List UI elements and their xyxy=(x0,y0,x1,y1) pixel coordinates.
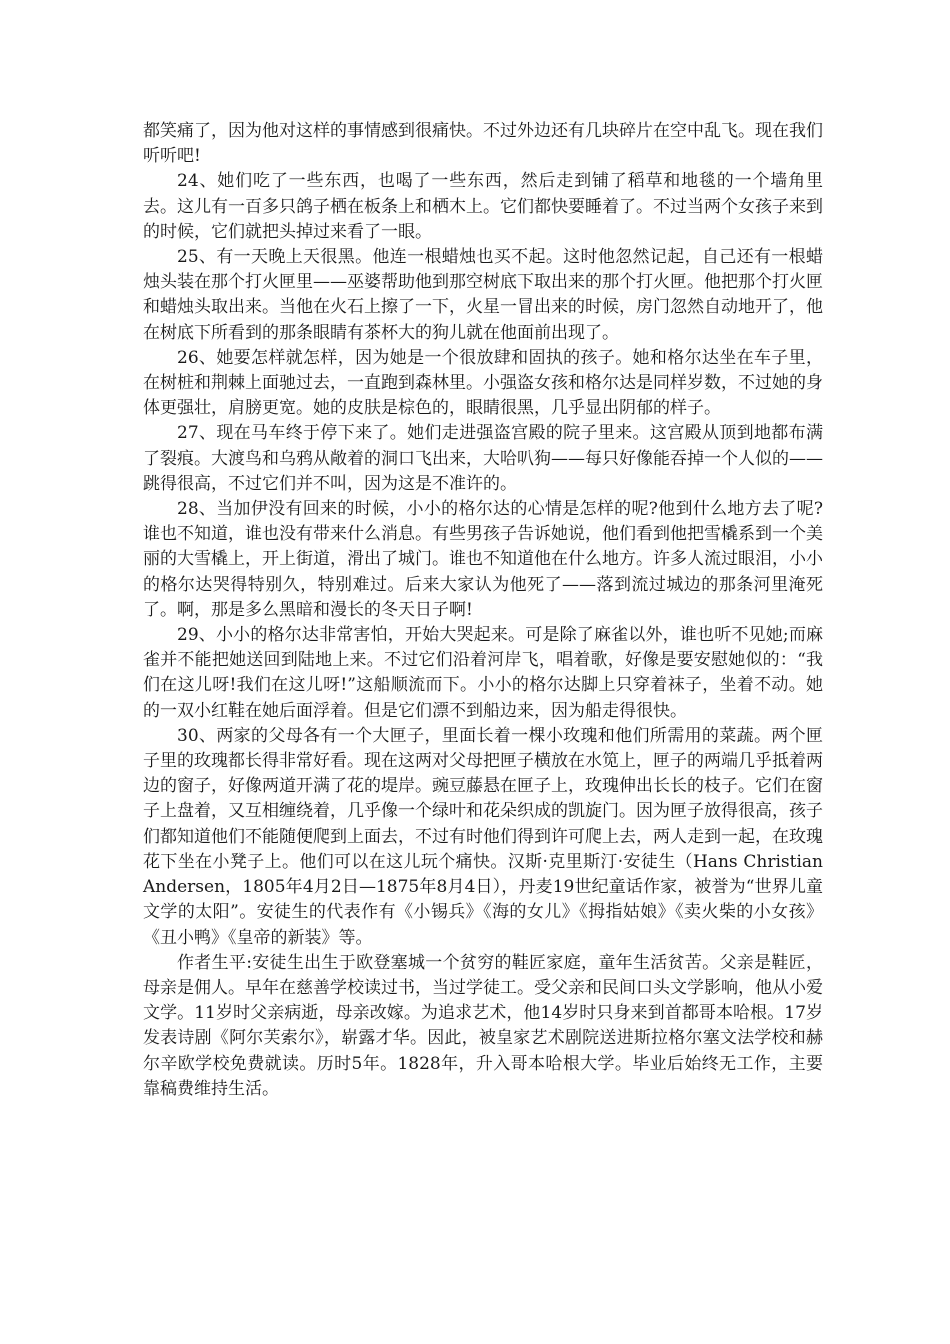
paragraph-28: 28、当加伊没有回来的时候，小小的格尔达的心情是怎样的呢?他到什么地方去了呢?谁也不知道，谁也没有带来什么消息。有些男孩子告诉她说，他们看到他把雪橇系到一个美丽的大雪橇上，开上街道，滑出了城门。谁也不知道他在什么地方。许多人流过眼泪，小小的格尔达哭得特别久，特别难过。后来大家认为他死了——落到流过城边的那条河里淹死了。啊，那是多么黑暗和漫长的冬天日子啊! xyxy=(143,499,823,620)
paragraph-continuation: 都笑痛了，因为他对这样的事情感到很痛快。不过外边还有几块碎片在空中乱飞。现在我们听听吧! xyxy=(143,121,823,167)
paragraph-27: 27、现在马车终于停下来了。她们走进强盗宫殿的院子里来。这宫殿从顶到地都布满了裂痕。大渡鸟和乌鸦从敞着的洞口飞出来，大哈叭狗——每只好像能吞掉一个人似的——跳得很高，不过它们并不叫，因为这是不准许的。 xyxy=(143,423,823,494)
paragraph-29: 29、小小的格尔达非常害怕，开始大哭起来。可是除了麻雀以外，谁也听不见她;而麻雀并不能把她送回到陆地上来。不过它们沿着河岸飞，唱着歌，好像是要安慰她似的：“我们在这儿呀!我们在这儿呀!”这船顺流而下。小小的格尔达脚上只穿着袜子，坐着不动。她的一双小红鞋在她后面浮着。但是它们漂不到船边来，因为船走得很快。 xyxy=(143,625,823,721)
paragraph-author-biography: 作者生平:安徒生出生于欧登塞城一个贫穷的鞋匠家庭，童年生活贫苦。父亲是鞋匠，母亲是佣人。早年在慈善学校读过书，当过学徒工。受父亲和民间口头文学影响，他从小爱文学。11岁时父亲病逝，母亲改嫁。为追求艺术，他14岁时只身来到首都哥本哈根。17岁发表诗剧《阿尔芙索尔》，崭露才华。因此，被皇家艺术剧院送进斯拉格尔塞文法学校和赫尔辛欧学校免费就读。历时5年。1828年，升入哥本哈根大学。毕业后始终无工作，主要靠稿费维持生活。 xyxy=(143,952,823,1099)
document-body xyxy=(143,119,823,1102)
paragraph-26: 26、她要怎样就怎样，因为她是一个很放肆和固执的孩子。她和格尔达坐在车子里，在树桩和荆棘上面驰过去，一直跑到森林里。小强盗女孩和格尔达是同样岁数，不过她的身体更强壮，肩膀更宽。她的皮肤是棕色的，眼睛很黑，几乎显出阴郁的样子。 xyxy=(143,347,823,419)
paragraph-30: 30、两家的父母各有一个大匣子，里面长着一棵小玫瑰和他们所需用的菜蔬。两个匣子里的玫瑰都长得非常好看。现在这两对父母把匣子横放在水笕上，匣子的两端几乎抵着两边的窗子，好像两道开满了花的堤岸。豌豆藤悬在匣子上，玫瑰伸出长长的枝子。它们在窗子上盘着，又互相缠绕着，几乎像一个绿叶和花朵织成的凯旋门。因为匣子放得很高，孩子们都知道他们不能随便爬到上面去，不过有时他们得到许可爬上去，两人走到一起，在玫瑰花下坐在小凳子上。他们可以在这儿玩个痛快。汉斯·克里斯汀·安徒生（Hans Christian Andersen，1805年4月2日—1875年8月4日），丹麦19世纪童话作家，被誉为“世界儿童文学的太阳”。安徒生的代表作有《小锡兵》《海的女儿》《拇指姑娘》《卖火柴的小女孩》《丑小鸭》《皇帝的新装》等。 xyxy=(143,725,823,948)
paragraph-25: 25、有一天晚上天很黑。他连一根蜡烛也买不起。这时他忽然记起，自己还有一根蜡烛头装在那个打火匣里——巫婆帮助他到那空树底下取出来的那个打火匣。他把那个打火匣和蜡烛头取出来。当他在火石上擦了一下，火星一冒出来的时候，房门忽然自动地开了，他在树底下所看到的那条眼睛有茶杯大的狗儿就在他面前出现了。 xyxy=(143,247,823,343)
paragraph-24: 24、她们吃了一些东西，也喝了一些东西，然后走到铺了稻草和地毯的一个墙角里去。这儿有一百多只鸽子栖在板条上和栖木上。它们都快要睡着了。不过当两个女孩子来到的时候，它们就把头掉过来看了一眼。 xyxy=(143,171,823,242)
